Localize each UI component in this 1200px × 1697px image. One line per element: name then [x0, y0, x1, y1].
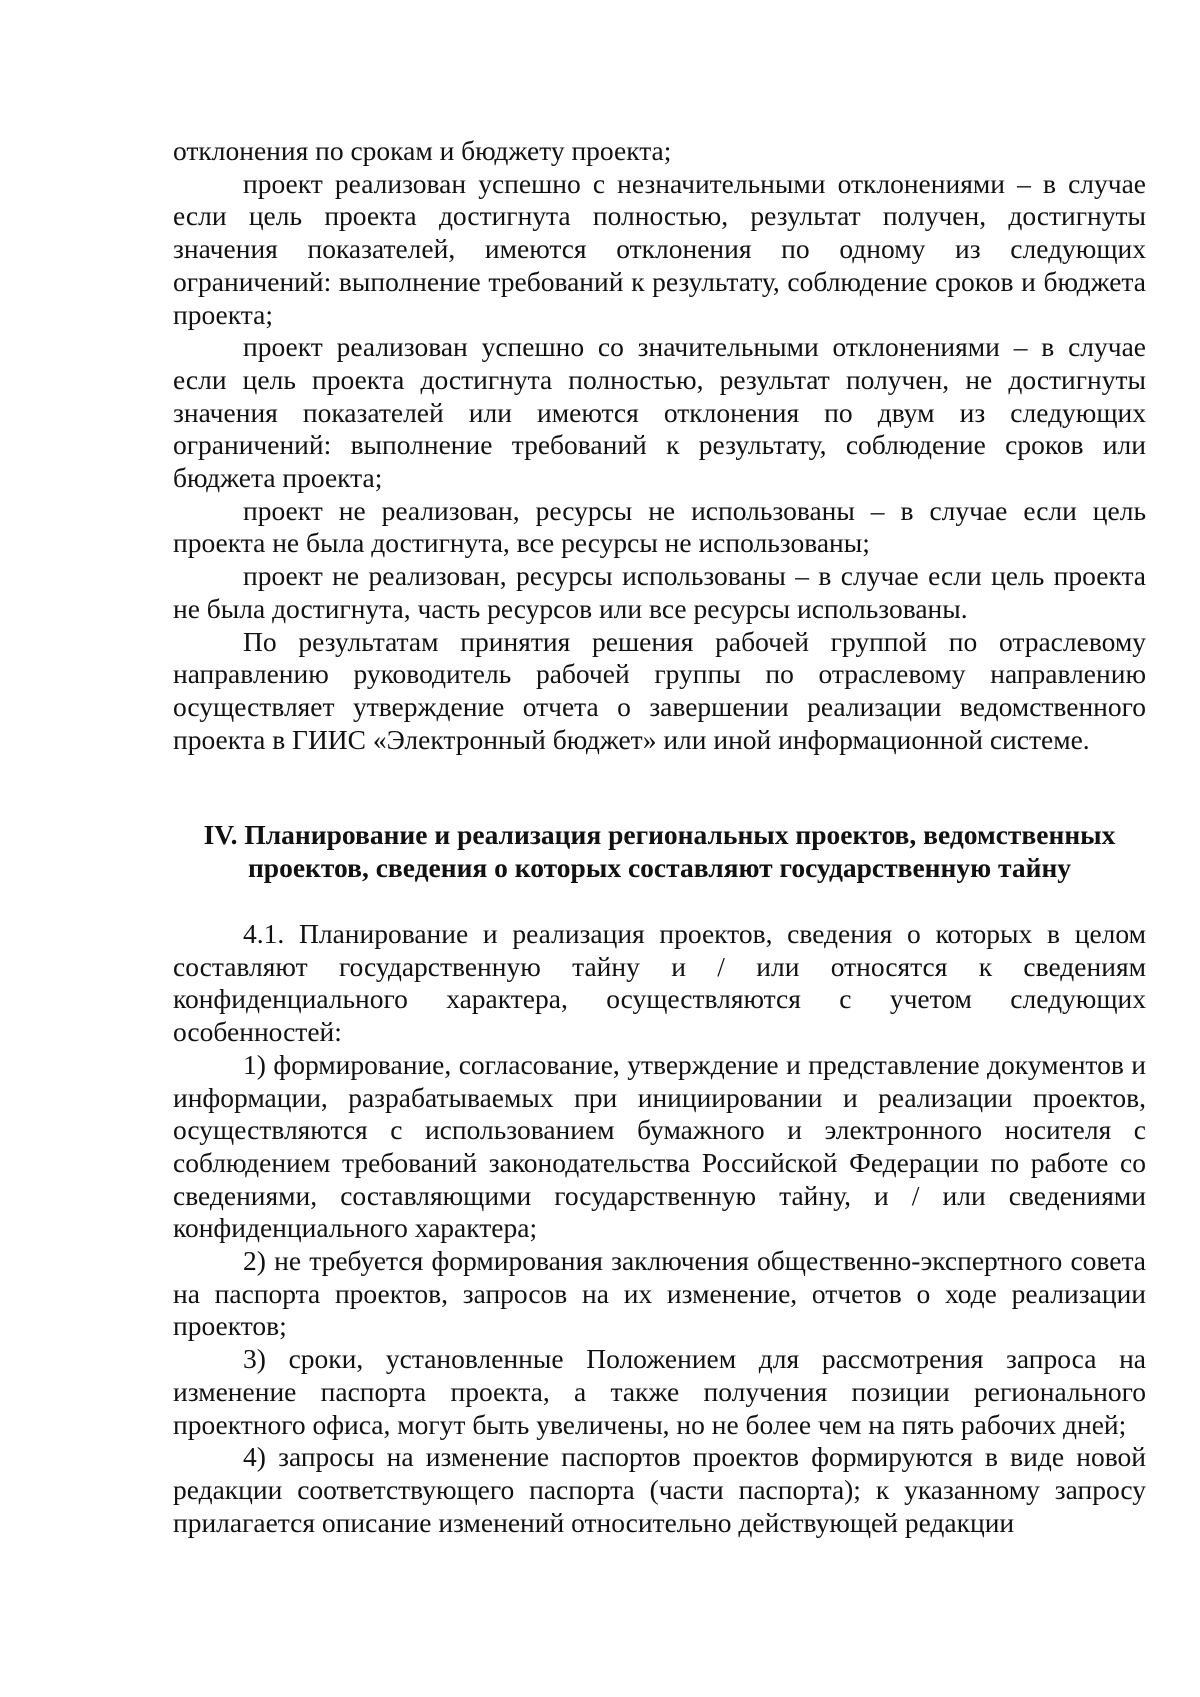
paragraph-not-implemented-used: проект не реализован, ресурсы использованы – в случае если цель проекта не была достигнута, часть ресурсов или все ресурсы использованы.: [173, 560, 1146, 624]
section-heading: [173, 818, 1146, 884]
list-item-2: 2) не требуется формирования заключения общественно-экспертного совета на паспорта проектов, запросов на их изменение, отчетов о ходе реализации проектов;: [173, 1245, 1146, 1342]
list-item-1: 1) формирование, согласование, утверждение и представление документов и информации, разрабатываемых при инициировании и реализации проектов, осуществляются с использованием бумажного и электронного носителя с соблюдением требований законодательства Российской Федерации по работе со сведениями, составляющими государственную тайну, и / или сведениями конфиденциального характера;: [173, 1048, 1146, 1244]
paragraph-minor-deviations: проект реализован успешно с незначительными отклонениями – в случае если цель проекта достигнута полностью, результат получен, достигнуты значения показателей, имеются отклонения по одному из следующих ограничений: выполнение требований к результату, соблюдение сроков и бюджета проекта;: [173, 167, 1146, 330]
paragraph-not-implemented-unused: проект не реализован, ресурсы не использованы – в случае если цель проекта не была достигнута, все ресурсы не использованы;: [173, 494, 1146, 559]
paragraph-major-deviations: проект реализован успешно со значительными отклонениями – в случае если цель проекта достигнута полностью, результат получен, не достигнуты значения показателей или имеются отклонения по двум из следующих ограничений: выполнение требований к результату, соблюдение сроков или бюджета проекта;: [173, 331, 1146, 494]
body-text-bottom: [173, 918, 1146, 1539]
paragraph-report-approval: По результатам принятия решения рабочей группой по отраслевому направлению руководитель рабочей группы по отраслевому направлению осуществляет утверждение отчета о завершении реализации ведомственного проекта в ГИИС «Электронный бюджет» или иной информационной системе.: [173, 625, 1146, 755]
body-text-top: [173, 135, 1146, 756]
list-item-3: 3) сроки, установленные Положением для рассмотрения запроса на изменение паспорта проекта, а также получения позиции регионального проектного офиса, могут быть увеличены, но не более чем на пять рабочих дней;: [173, 1343, 1146, 1440]
list-item-4: 4) запросы на изменение паспортов проектов формируются в виде новой редакции соответствующего паспорта (части паспорта); к указанному запросу прилагается описание изменений относительно действующей редакции: [173, 1441, 1146, 1538]
section-heading-line-1: IV. Планирование и реализация региональных проектов, ведомственных: [203, 819, 1116, 850]
section-heading-line-2: проектов, сведения о которых составляют государственную тайну: [247, 852, 1072, 883]
paragraph-continuation: отклонения по срокам и бюджету проекта;: [173, 135, 672, 166]
paragraph-4-1: 4.1. Планирование и реализация проектов, сведения о которых в целом составляют государственную тайну и / или относятся к сведениям конфиденциального характера, осуществляются с учетом следующих особенностей:: [173, 918, 1146, 1048]
